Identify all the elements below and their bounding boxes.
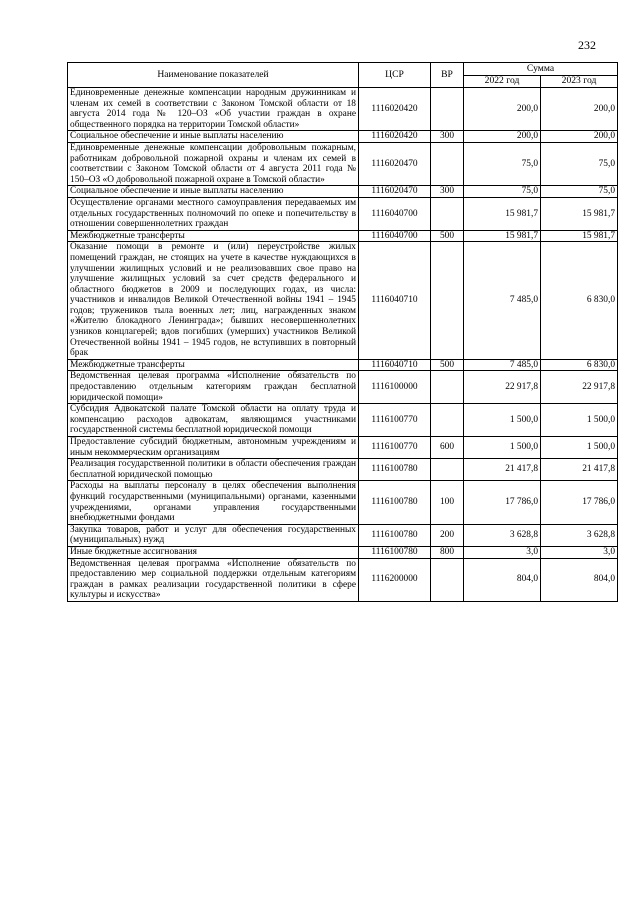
row-name: Межбюджетные трансферты bbox=[68, 359, 359, 371]
row-name: Предоставление субсидий бюджетным, автономным учреждениям и иным некоммерческим организациям bbox=[68, 437, 359, 459]
row-csr: 1116020420 bbox=[359, 88, 431, 131]
table-row bbox=[68, 404, 618, 437]
row-sum-2023: 3 628,8 bbox=[541, 524, 618, 546]
row-csr: 1116040710 bbox=[359, 359, 431, 371]
row-vr bbox=[431, 88, 464, 131]
row-name: Оказание помощи в ремонте и (или) переустройстве жилых помещений граждан, не стоящих на учете в качестве нуждающихся в улучшении жилищных условий и не реализовавших свое право на улучшение жилищных условий за счет средств федерального и областного бюджетов в 2009 и последующих годах, из числа: участников и инвалидов Великой Отечественной войны 1941 – 1945 годов; тружеников тыла военных лет; лиц, награжденных знаком «Жителю блокадного Ленинграда»; бывших несовершеннолетних узников концлагерей; вдов погибших (умерших) участников Великой Отечественной войны 1941 – 1945 годов, не вступивших в повторный брак bbox=[68, 242, 359, 360]
row-vr bbox=[431, 404, 464, 437]
row-sum-2022: 3 628,8 bbox=[464, 524, 541, 546]
row-sum-2023: 15 981,7 bbox=[541, 197, 618, 230]
table-row bbox=[68, 558, 618, 601]
row-sum-2022: 75,0 bbox=[464, 142, 541, 185]
header-year-2022: 2022 год bbox=[464, 76, 541, 88]
row-sum-2022: 75,0 bbox=[464, 186, 541, 198]
row-csr: 1116100780 bbox=[359, 481, 431, 524]
row-sum-2022: 15 981,7 bbox=[464, 230, 541, 242]
row-vr: 600 bbox=[431, 437, 464, 459]
row-vr: 300 bbox=[431, 186, 464, 198]
row-csr: 1116020470 bbox=[359, 142, 431, 185]
row-sum-2023: 22 917,8 bbox=[541, 371, 618, 404]
row-vr bbox=[431, 197, 464, 230]
page-number: 232 bbox=[578, 38, 596, 52]
row-sum-2023: 200,0 bbox=[541, 88, 618, 131]
row-name: Единовременные денежные компенсации добровольным пожарным, работникам добровольной пожарной охраны и членам их семей в соответствии с Законом Томской области от 4 августа 2011 года № 150–ОЗ «О добровольной пожарной охране в Томской области» bbox=[68, 142, 359, 185]
table-row bbox=[68, 546, 618, 558]
table-row bbox=[68, 142, 618, 185]
header-name: Наименование показателей bbox=[68, 63, 359, 88]
row-vr bbox=[431, 371, 464, 404]
table-row bbox=[68, 481, 618, 524]
row-sum-2023: 200,0 bbox=[541, 131, 618, 143]
row-vr bbox=[431, 459, 464, 481]
row-csr: 1116100780 bbox=[359, 524, 431, 546]
table-row bbox=[68, 186, 618, 198]
row-vr bbox=[431, 242, 464, 360]
row-sum-2022: 17 786,0 bbox=[464, 481, 541, 524]
row-name: Межбюджетные трансферты bbox=[68, 230, 359, 242]
row-name: Единовременные денежные компенсации народным дружинникам и членам их семей в соответствии с Законом Томской области от 18 августа 2014 года № 120–ОЗ «Об участии граждан в охране общественного порядка на территории Томской области» bbox=[68, 88, 359, 131]
row-sum-2023: 75,0 bbox=[541, 142, 618, 185]
row-name: Ведомственная целевая программа «Исполнение обязательств по предоставлению мер социальной поддержки отдельным категориям граждан в рамках реализации государственной политики в сфере культуры и искусства» bbox=[68, 558, 359, 601]
table-row bbox=[68, 230, 618, 242]
row-vr: 500 bbox=[431, 230, 464, 242]
table-row bbox=[68, 242, 618, 360]
row-name: Реализация государственной политики в области обеспечения граждан бесплатной юридической помощью bbox=[68, 459, 359, 481]
row-sum-2023: 17 786,0 bbox=[541, 481, 618, 524]
row-csr: 1116020420 bbox=[359, 131, 431, 143]
row-sum-2023: 15 981,7 bbox=[541, 230, 618, 242]
row-csr: 1116040710 bbox=[359, 242, 431, 360]
row-sum-2022: 1 500,0 bbox=[464, 404, 541, 437]
header-csr: ЦСР bbox=[359, 63, 431, 88]
row-csr: 1116020470 bbox=[359, 186, 431, 198]
row-csr: 1116040700 bbox=[359, 230, 431, 242]
header-vr: ВР bbox=[431, 63, 464, 88]
row-vr bbox=[431, 142, 464, 185]
row-name: Закупка товаров, работ и услуг для обеспечения государственных (муниципальных) нужд bbox=[68, 524, 359, 546]
table-row bbox=[68, 131, 618, 143]
row-csr: 1116100770 bbox=[359, 437, 431, 459]
row-sum-2023: 804,0 bbox=[541, 558, 618, 601]
row-name: Иные бюджетные ассигнования bbox=[68, 546, 359, 558]
row-sum-2022: 15 981,7 bbox=[464, 197, 541, 230]
row-sum-2022: 200,0 bbox=[464, 131, 541, 143]
row-csr: 1116100770 bbox=[359, 404, 431, 437]
row-sum-2022: 200,0 bbox=[464, 88, 541, 131]
row-sum-2022: 1 500,0 bbox=[464, 437, 541, 459]
row-sum-2022: 7 485,0 bbox=[464, 242, 541, 360]
row-csr: 1116100780 bbox=[359, 459, 431, 481]
header-year-2023: 2023 год bbox=[541, 76, 618, 88]
row-sum-2023: 6 830,0 bbox=[541, 242, 618, 360]
row-sum-2023: 1 500,0 bbox=[541, 404, 618, 437]
row-sum-2023: 3,0 bbox=[541, 546, 618, 558]
table-row bbox=[68, 371, 618, 404]
budget-table bbox=[67, 62, 618, 602]
row-vr: 100 bbox=[431, 481, 464, 524]
table-row bbox=[68, 88, 618, 131]
row-sum-2022: 7 485,0 bbox=[464, 359, 541, 371]
table-row bbox=[68, 524, 618, 546]
row-vr bbox=[431, 558, 464, 601]
row-sum-2023: 21 417,8 bbox=[541, 459, 618, 481]
table-row bbox=[68, 197, 618, 230]
row-sum-2022: 3,0 bbox=[464, 546, 541, 558]
table-row bbox=[68, 459, 618, 481]
row-name: Расходы на выплаты персоналу в целях обеспечения выполнения функций государственными (муниципальными) органами, казенными учреждениями, органами управления государственными внебюджетными фондами bbox=[68, 481, 359, 524]
row-csr: 1116100780 bbox=[359, 546, 431, 558]
row-name: Ведомственная целевая программа «Исполнение обязательств по предоставлению отдельным категориям граждан бесплатной юридической помощи» bbox=[68, 371, 359, 404]
row-vr: 800 bbox=[431, 546, 464, 558]
row-name: Субсидия Адвокатской палате Томской области на оплату труда и компенсацию расходов адвокатам, являющимся участниками государственной системы бесплатной юридической помощи bbox=[68, 404, 359, 437]
row-csr: 1116040700 bbox=[359, 197, 431, 230]
row-sum-2022: 21 417,8 bbox=[464, 459, 541, 481]
table-row bbox=[68, 437, 618, 459]
row-vr: 500 bbox=[431, 359, 464, 371]
row-name: Осуществление органами местного самоуправления передаваемых им отдельных государственных полномочий по опеке и попечительству в отношении совершеннолетних граждан bbox=[68, 197, 359, 230]
row-sum-2022: 804,0 bbox=[464, 558, 541, 601]
row-csr: 1116200000 bbox=[359, 558, 431, 601]
row-sum-2023: 1 500,0 bbox=[541, 437, 618, 459]
row-vr: 300 bbox=[431, 131, 464, 143]
row-sum-2022: 22 917,8 bbox=[464, 371, 541, 404]
row-sum-2023: 75,0 bbox=[541, 186, 618, 198]
row-vr: 200 bbox=[431, 524, 464, 546]
row-sum-2023: 6 830,0 bbox=[541, 359, 618, 371]
table-row bbox=[68, 359, 618, 371]
row-csr: 1116100000 bbox=[359, 371, 431, 404]
row-name: Социальное обеспечение и иные выплаты населению bbox=[68, 186, 359, 198]
header-sum: Сумма bbox=[464, 63, 618, 76]
row-name: Социальное обеспечение и иные выплаты населению bbox=[68, 131, 359, 143]
